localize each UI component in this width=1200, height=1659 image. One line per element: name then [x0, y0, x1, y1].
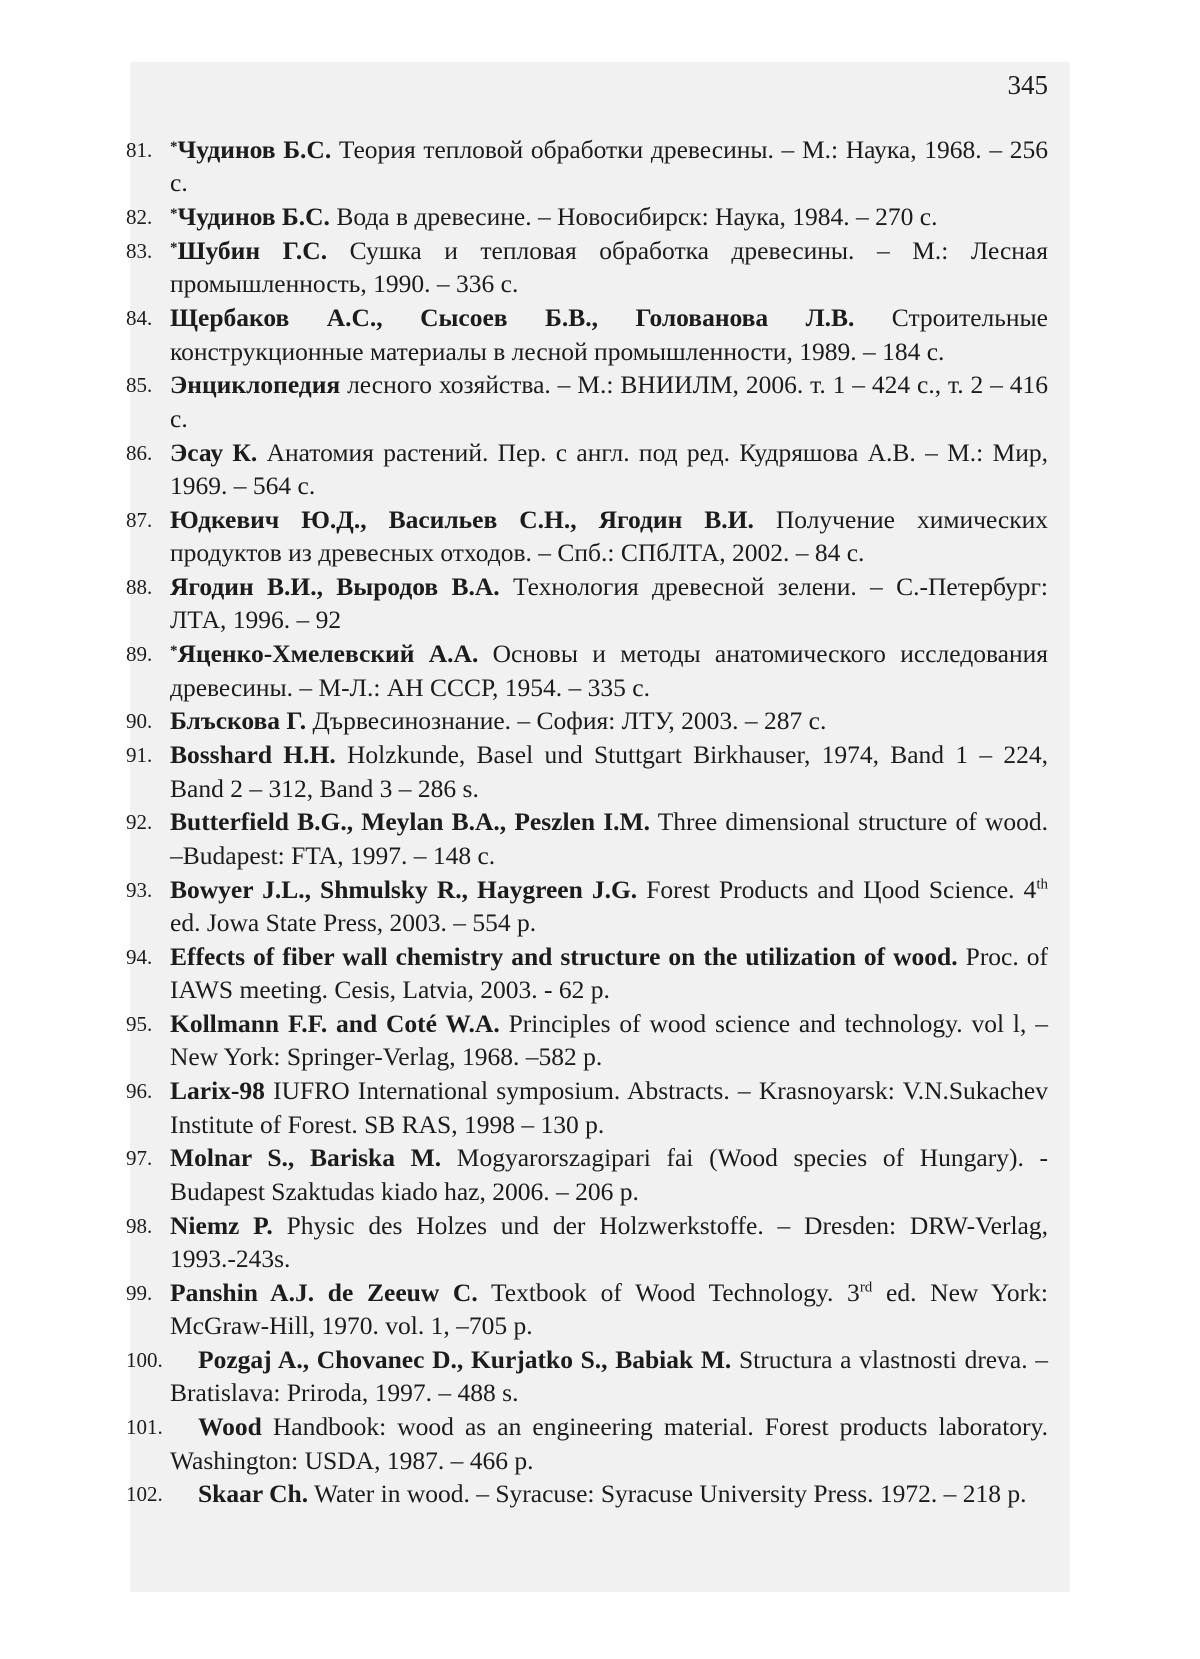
- reference-text: Physic des Holzes und der Holzwerkstoffe. – Dresden: DRW-Verlag, 1993.-243s.: [170, 1210, 1048, 1274]
- reference-number: 91.: [126, 743, 153, 768]
- reference-author: Panshin A.J. de Zeeuw C.: [170, 1277, 478, 1307]
- reference-text: Сушка и тепловая обработка древесины. – М.: Лесная промышленность, 1990. – 336 с.: [170, 236, 1048, 299]
- reference-number: 100.: [126, 1348, 163, 1373]
- reference-text: Технология древесной зелени. – С.-Петербург: ЛТА, 1996. – 92: [170, 572, 1048, 635]
- reference-author: Блъскова Г.: [170, 706, 307, 736]
- reference-author: Юдкевич Ю.Д., Васильев С.Н., Ягодин В.И.: [170, 504, 754, 534]
- reference-author: Эсау К.: [170, 437, 258, 467]
- reference-number: 81.: [126, 138, 153, 162]
- reference-author: Niemz P.: [170, 1210, 273, 1240]
- reference-number: 101.: [126, 1415, 163, 1440]
- edition-superscript: rd: [859, 1279, 873, 1296]
- reference-item: [126, 873, 1070, 940]
- reference-text: Получение химических продуктов из древесных отходов. – Спб.: СПбЛТА, 2002. – 84 с.: [170, 504, 1048, 568]
- reference-text: Structura a vlastnosti dreva. – Bratislava: Priroda, 1997. – 488 s.: [170, 1345, 1049, 1408]
- reference-text: Principles of wood science and technology. vol l, –New York: Springer-Verlag, 1968. –582 p.: [170, 1009, 1048, 1072]
- reference-author: Щербаков А.С., Сысоев Б.В., Голованова Л.В.: [170, 303, 855, 333]
- reference-author: Чудинов Б.С.: [177, 135, 332, 164]
- reference-author: Чудинов Б.С.: [177, 202, 330, 232]
- reference-author: Skaar Ch.: [198, 1479, 309, 1509]
- reference-author: Энциклопедия: [170, 370, 341, 400]
- reference-number: 83.: [126, 239, 153, 263]
- reference-number: 86.: [126, 440, 153, 465]
- reference-author: Butterfield B.G., Meylan B.A., Peszlen I.M.: [170, 807, 650, 837]
- reference-author: Molnar S., Bariska M.: [170, 1143, 442, 1173]
- reference-author: Ягодин В.И., Выродов В.А.: [170, 572, 500, 602]
- reference-text: ed. Jowa State Press, 2003. – 554 p.: [170, 908, 537, 938]
- reference-number: 94.: [126, 944, 153, 969]
- reference-text: Дървесинознание. – София: ЛТУ, 2003. – 287 с.: [306, 706, 827, 736]
- reference-number: 84.: [126, 306, 153, 331]
- reference-item: [126, 503, 1070, 570]
- reference-author: Bosshard H.H.: [170, 740, 336, 770]
- reference-item: [126, 940, 1070, 1007]
- reference-author: Bowyer J.L., Shmulsky R., Haygreen J.G.: [170, 874, 638, 904]
- reference-author: Pozgaj A., Chovanec D., Kurjatko S., Babiak M.: [198, 1345, 732, 1375]
- reference-text: IUFRO International symposium. Abstracts. – Krasnoyarsk: V.N.Sukachev Institute of Forest. SB RAS, 1998 – 130 p.: [170, 1076, 1048, 1139]
- reference-text: лесного хозяйства. – М.: ВНИИЛМ, 2006. т. 1 – 424 с., т. 2 – 416 с.: [170, 370, 1048, 433]
- reference-text: Вода в древесине. – Новосибирск: Наука, 1984. – 270 с.: [329, 202, 938, 232]
- reference-number: 92.: [126, 810, 153, 835]
- reference-author: Яценко-Хмелевский А.А.: [177, 639, 479, 669]
- reference-text: Three dimensional structure of wood. –Budapest: FTA, 1997. – 148 c.: [170, 807, 1048, 870]
- reference-item: [126, 436, 1070, 503]
- reference-author: Kollmann F.F. and Coté W.A.: [170, 1009, 500, 1039]
- reference-item: [126, 1141, 1070, 1208]
- reference-text: Proc. of IAWS meeting. Cesis, Latvia, 2003. - 62 p.: [170, 941, 1049, 1005]
- reference-text: Mogyarorszagipari fai (Wood species of Hungary). - Budapest Szaktudas kiado haz, 2006. – 206 p.: [170, 1143, 1048, 1206]
- reference-item: [126, 805, 1070, 872]
- reference-number: 87.: [126, 507, 153, 532]
- reference-list: [126, 133, 1070, 1511]
- reference-text: Forest Products and Цood Science. 4: [637, 874, 1037, 904]
- reference-text: Textbook of Wood Technology. 3: [477, 1277, 860, 1307]
- reference-author: Larix-98: [170, 1076, 265, 1106]
- reference-item: [126, 1410, 1070, 1477]
- page-number: 345: [1007, 70, 1048, 100]
- reference-item: [126, 1209, 1070, 1276]
- asterisk-mark: *: [170, 240, 178, 256]
- reference-number: 89.: [126, 642, 153, 667]
- reference-item: [126, 738, 1070, 805]
- reference-number: 96.: [126, 1079, 153, 1104]
- reference-text: Holzkunde, Basel und Stuttgart Birkhauser, 1974, Band 1 – 224, Band 2 – 312, Band 3 – 286 s.: [170, 740, 1048, 803]
- reference-item: [126, 234, 1070, 301]
- reference-number: 82.: [126, 205, 153, 230]
- reference-item: [126, 133, 1070, 200]
- reference-item: [126, 1007, 1070, 1074]
- reference-text: Основы и методы анатомического исследования древесины. – М-Л.: АН СССР, 1954. – 335 с.: [170, 639, 1048, 702]
- reference-text: Анатомия растений. Пер. с англ. под ред. Кудряшова А.В. – М.: Мир, 1969. – 564 с.: [170, 437, 1049, 501]
- reference-item: [126, 570, 1070, 637]
- reference-item: [126, 1343, 1070, 1410]
- reference-item: [126, 368, 1070, 435]
- reference-item: [126, 1477, 1070, 1510]
- reference-number: 93.: [126, 877, 153, 902]
- reference-item: [126, 1276, 1070, 1343]
- reference-text: ed. New York: McGraw-Hill, 1970. vol. 1, –705 p.: [170, 1277, 1048, 1341]
- reference-item: [126, 704, 1070, 737]
- reference-author: Effects of fiber wall chemistry and structure on the utilization of wood.: [170, 941, 958, 971]
- reference-number: 102.: [126, 1482, 163, 1507]
- reference-item: [126, 1074, 1070, 1141]
- reference-text: Теория тепловой обработки древесины. – М.: Наука, 1968. – 256 с.: [170, 135, 1048, 198]
- reference-author: Wood: [198, 1412, 262, 1442]
- reference-number: 85.: [126, 373, 153, 398]
- reference-text: Строительные конструкционные материалы в лесной промышленности, 1989. – 184 с.: [170, 303, 1048, 366]
- reference-text: Handbook: wood as an engineering material. Forest products laboratory. Washington: USDA, 1987. – 466 p.: [170, 1412, 1048, 1475]
- asterisk-mark: *: [170, 643, 178, 660]
- book-page: [126, 62, 1070, 1592]
- reference-number: 95.: [126, 1012, 153, 1037]
- reference-number: 98.: [126, 1213, 153, 1238]
- reference-item: [126, 200, 1070, 233]
- reference-number: 90.: [126, 709, 153, 734]
- reference-number: 99.: [126, 1280, 153, 1305]
- edition-superscript: th: [1036, 876, 1048, 893]
- reference-author: Шубин Г.С.: [177, 236, 328, 265]
- asterisk-mark: *: [170, 206, 178, 223]
- reference-text: Water in wood. – Syracuse: Syracuse University Press. 1972. – 218 p.: [308, 1479, 1027, 1509]
- asterisk-mark: *: [170, 139, 178, 155]
- reference-item: [126, 637, 1070, 704]
- reference-number: 88.: [126, 575, 153, 600]
- reference-item: [126, 301, 1070, 368]
- reference-number: 97.: [126, 1146, 153, 1171]
